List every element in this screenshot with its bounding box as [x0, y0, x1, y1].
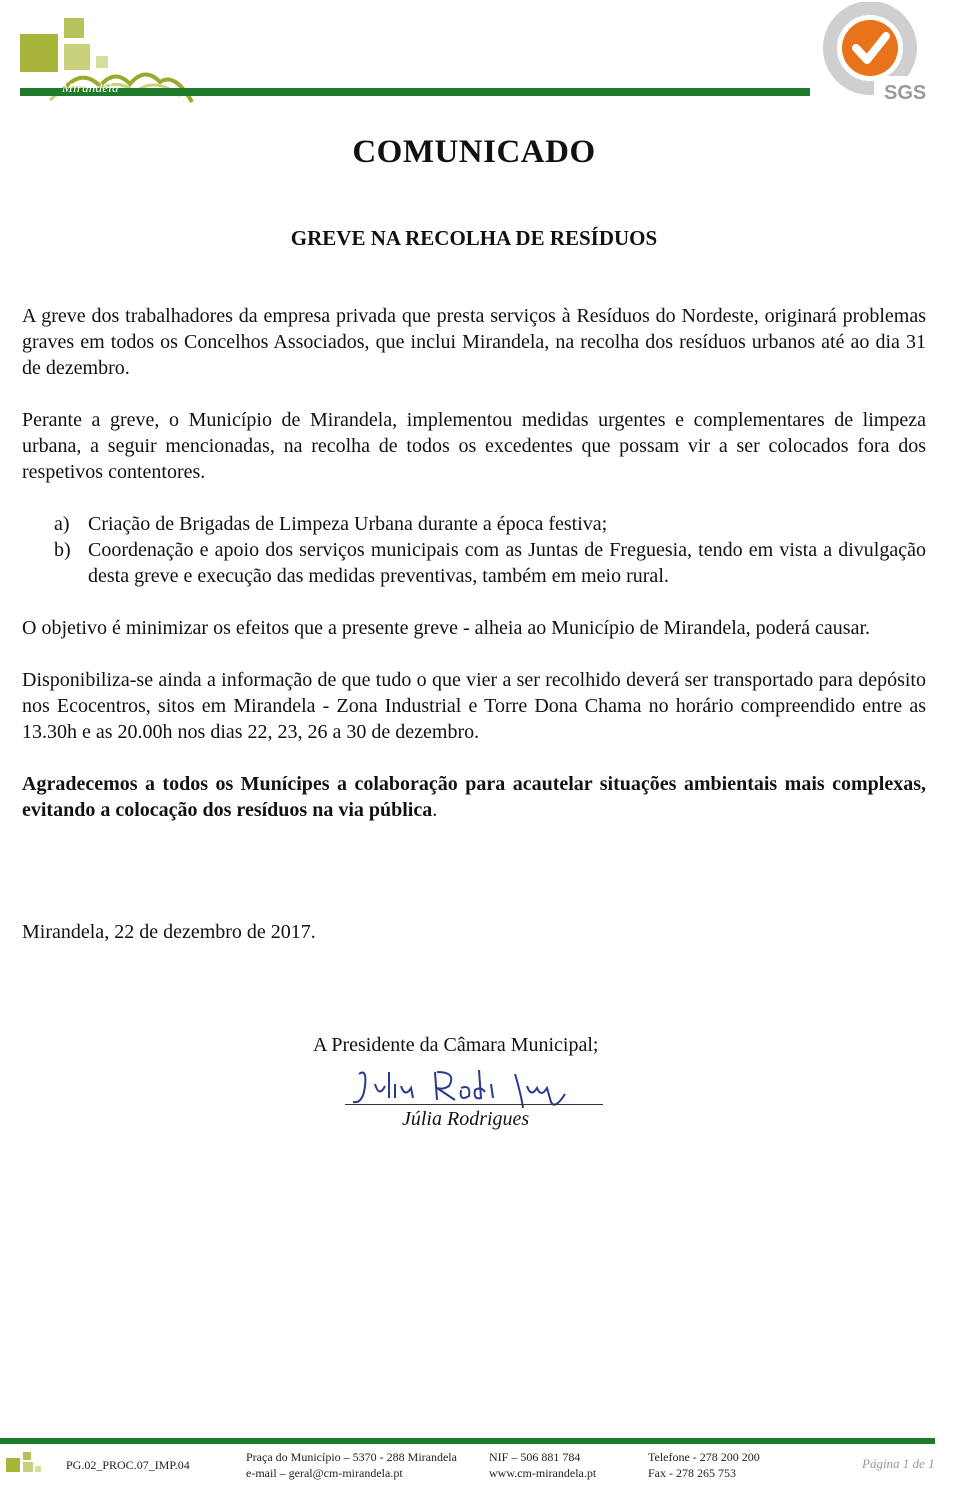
- footer-nif-block: [489, 1449, 596, 1481]
- footer-fax: Fax - 278 265 753: [648, 1466, 736, 1480]
- list-marker: a): [54, 513, 70, 535]
- list-item-text: Criação de Brigadas de Limpeza Urbana durante a época festiva;: [88, 513, 608, 535]
- footer-address: Praça do Município – 5370 - 288 Mirandela: [246, 1450, 457, 1464]
- measures-list: [22, 511, 926, 589]
- paragraph-objective: O objetivo é minimizar os efeitos que a presente greve - alheia ao Município de Mirandela, poderá causar.: [22, 617, 871, 639]
- document-subtitle: GREVE NA RECOLHA DE RESÍDUOS: [290, 226, 658, 250]
- paragraph-strike-announcement: A greve dos trabalhadores da empresa privada que presta serviços à Resíduos do Nordeste, originará problemas graves em todos os Concelhos Associados, que inclui Mirandela, na recolha dos resíduos urbanos até ao dia 31 de dezembro.: [22, 305, 926, 379]
- page-number: Página 1 de 1: [862, 1456, 935, 1471]
- footer-address-block: [246, 1449, 457, 1481]
- list-item: [22, 537, 926, 589]
- list-marker: b): [54, 539, 71, 561]
- footer-contact-block: [648, 1449, 760, 1481]
- dateline: Mirandela, 22 de dezembro de 2017.: [22, 921, 316, 943]
- footer-website: www.cm-mirandela.pt: [489, 1466, 597, 1480]
- signature-line: [345, 1104, 603, 1105]
- footer-document-code: PG.02_PROC.07_IMP.04: [66, 1458, 190, 1472]
- sgs-brand: SGS: [884, 82, 927, 104]
- footer-bar: [0, 1438, 935, 1444]
- paragraph-ecocentros: Disponibiliza-se ainda a informação de que tudo o que vier a ser recolhido deverá ser transportado para depósito nos Ecocentros, sitos em Mirandela - Zona Industrial e Torre Dona Chama no horário compreendido entre as 13.30h e as 20.00h nos dias 22, 23, 26 a 30 de dezembro.: [22, 669, 926, 743]
- footer-email: e-mail – geral@cm-mirandela.pt: [246, 1466, 403, 1480]
- footer-phone: Telefone - 278 200 200: [648, 1450, 760, 1464]
- list-item: [22, 511, 926, 537]
- paragraph-measures: Perante a greve, o Município de Mirandela, implementou medidas urgentes e complementares de limpeza urbana, a seguir mencionadas, na recolha de todos os excedentes que possam vir a ser colocados fora dos respetivos contentores.: [22, 409, 926, 483]
- handwritten-signature: [345, 1064, 605, 1114]
- document-body: [22, 303, 926, 823]
- header-bar: [20, 88, 810, 96]
- footer-logo: [4, 1450, 46, 1478]
- document-title: COMUNICADO: [352, 134, 596, 170]
- closing-title: A Presidente da Câmara Municipal;: [313, 1034, 599, 1056]
- paragraph-thanks: [22, 771, 926, 823]
- logo-text: Mirandela: [62, 80, 119, 95]
- list-item-text: Coordenação e apoio dos serviços municipais com as Juntas de Freguesia, tendo em vista a divulgação desta greve e execução das medidas preventivas, também em meio rural.: [88, 539, 926, 587]
- thanks-period: .: [432, 799, 438, 821]
- signer-name: Júlia Rodrigues: [402, 1108, 530, 1130]
- footer-nif: NIF – 506 881 784: [489, 1450, 581, 1464]
- thanks-bold-text: Agradecemos a todos os Munícipes a colaboração para acautelar situações ambientais mais complexas, evitando a colocação dos resíduos na via pública: [22, 773, 926, 821]
